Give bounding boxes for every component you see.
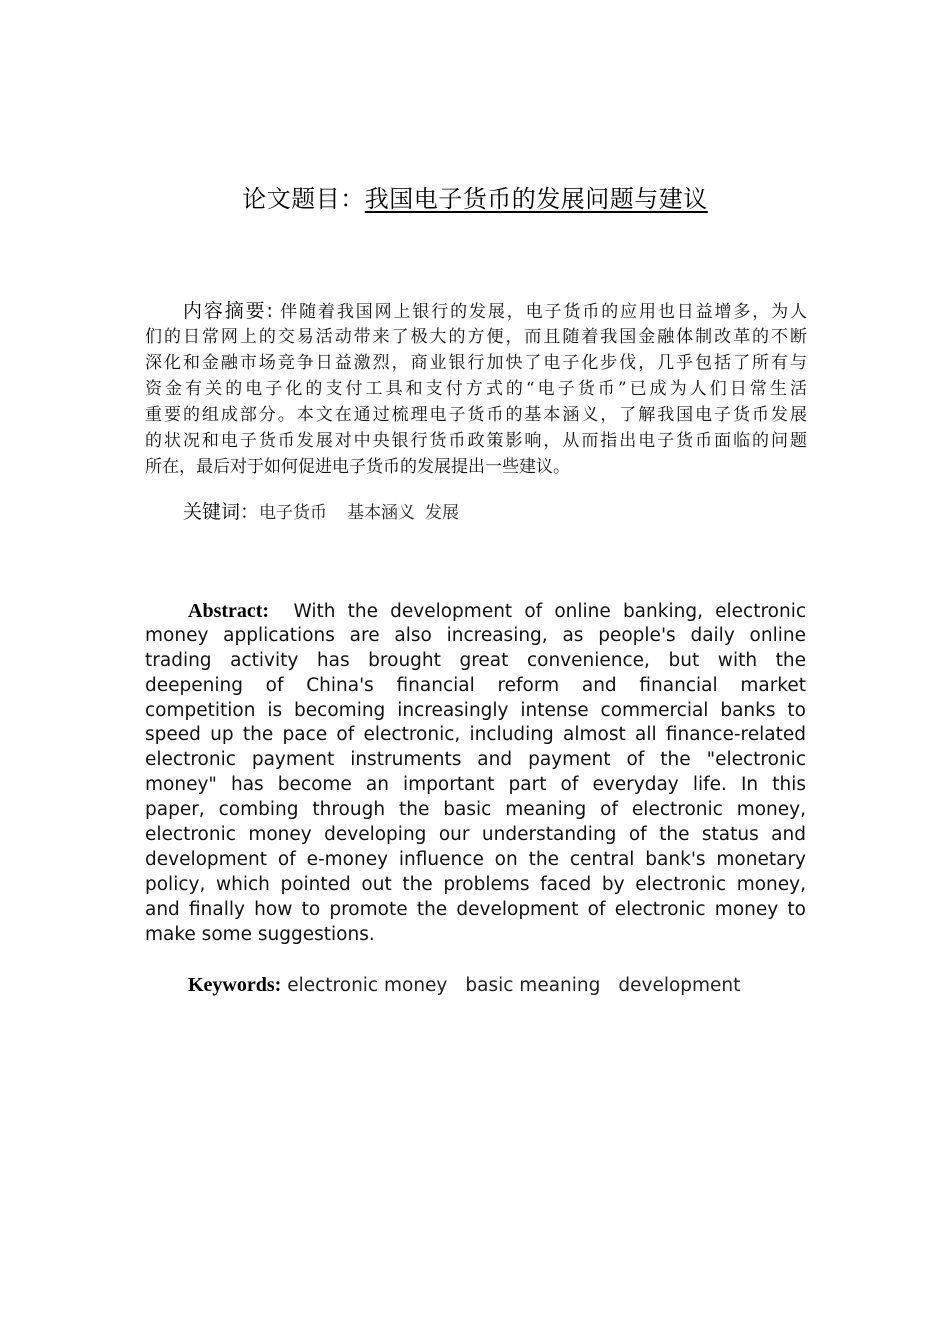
keyword: development <box>618 975 741 996</box>
english-keywords <box>188 970 758 1000</box>
english-abstract-line: trading activity has brought great convenience, but with the <box>145 649 806 671</box>
english-abstract-line: development of e-money influence on the central bank's monetary <box>145 848 806 870</box>
english-abstract-text: With the development of online banking, electronic <box>293 601 806 622</box>
chinese-keywords <box>183 498 473 526</box>
english-abstract-line: paper, combing through the basic meaning of electronic money, <box>145 799 806 821</box>
chinese-abstract-text: 伴随着我国网上银行的发展，电子货币的应用也日益增多，为人 <box>280 302 808 322</box>
chinese-abstract-line <box>145 298 807 324</box>
chinese-abstract-label: 内容摘要: <box>183 300 273 322</box>
english-abstract-line: and finally how to promote the development of electronic money to <box>145 898 806 920</box>
keyword: 基本涵义 <box>347 503 416 523</box>
paper-title <box>0 182 950 216</box>
title-prefix: 论文题目： <box>242 185 365 213</box>
keyword: 电子货币 <box>259 503 328 523</box>
english-abstract-line: speed up the pace of electronic, including almost all finance-related <box>145 724 806 746</box>
english-keywords-label: Keywords: <box>188 974 282 996</box>
english-abstract-line: competition is becoming increasingly intense commercial banks to <box>145 699 806 721</box>
chinese-abstract-line: 资金有关的电子化的支付工具和支付方式的“电子货币”已成为人们日常生活 <box>145 379 807 399</box>
english-abstract-line: deepening of China's financial reform and financial market <box>145 674 806 696</box>
english-abstract-line: electronic money developing our understanding of the status and <box>145 824 806 846</box>
english-abstract-line: electronic payment instruments and payment of the "electronic <box>145 749 806 771</box>
title-text: 我国电子货币的发展问题与建议 <box>364 185 708 213</box>
keyword: electronic money <box>287 975 448 996</box>
keyword: basic meaning <box>465 975 601 996</box>
english-abstract-line <box>145 599 806 624</box>
english-abstract-line: make some suggestions. <box>145 923 375 945</box>
chinese-abstract-line: 所在，最后对于如何促进电子货币的发展提出一些建议。 <box>145 457 570 477</box>
chinese-abstract-line: 深化和金融市场竞争日益激烈，商业银行加快了电子化步伐，几乎包括了所有与 <box>145 353 807 373</box>
chinese-abstract <box>145 298 807 480</box>
chinese-abstract-line: 们的日常网上的交易活动带来了极大的方便，而且随着我国金融体制改革的不断 <box>145 327 807 347</box>
english-abstract-label: Abstract: <box>188 600 270 622</box>
chinese-abstract-line: 的状况和电子货币发展对中央银行货币政策影响，从而指出电子货币面临的问题 <box>145 431 807 451</box>
chinese-keywords-label: 关键词： <box>183 501 260 523</box>
keyword: 发展 <box>425 503 460 523</box>
english-abstract <box>145 599 806 947</box>
english-abstract-line: money applications are also increasing, as people's daily online <box>145 624 806 646</box>
english-abstract-line: money" has become an important part of everyday life. In this <box>145 774 806 796</box>
english-abstract-line: policy, which pointed out the problems faced by electronic money, <box>145 873 806 895</box>
chinese-abstract-line: 重要的组成部分。本文在通过梳理电子货币的基本涵义，了解我国电子货币发展 <box>145 405 807 425</box>
